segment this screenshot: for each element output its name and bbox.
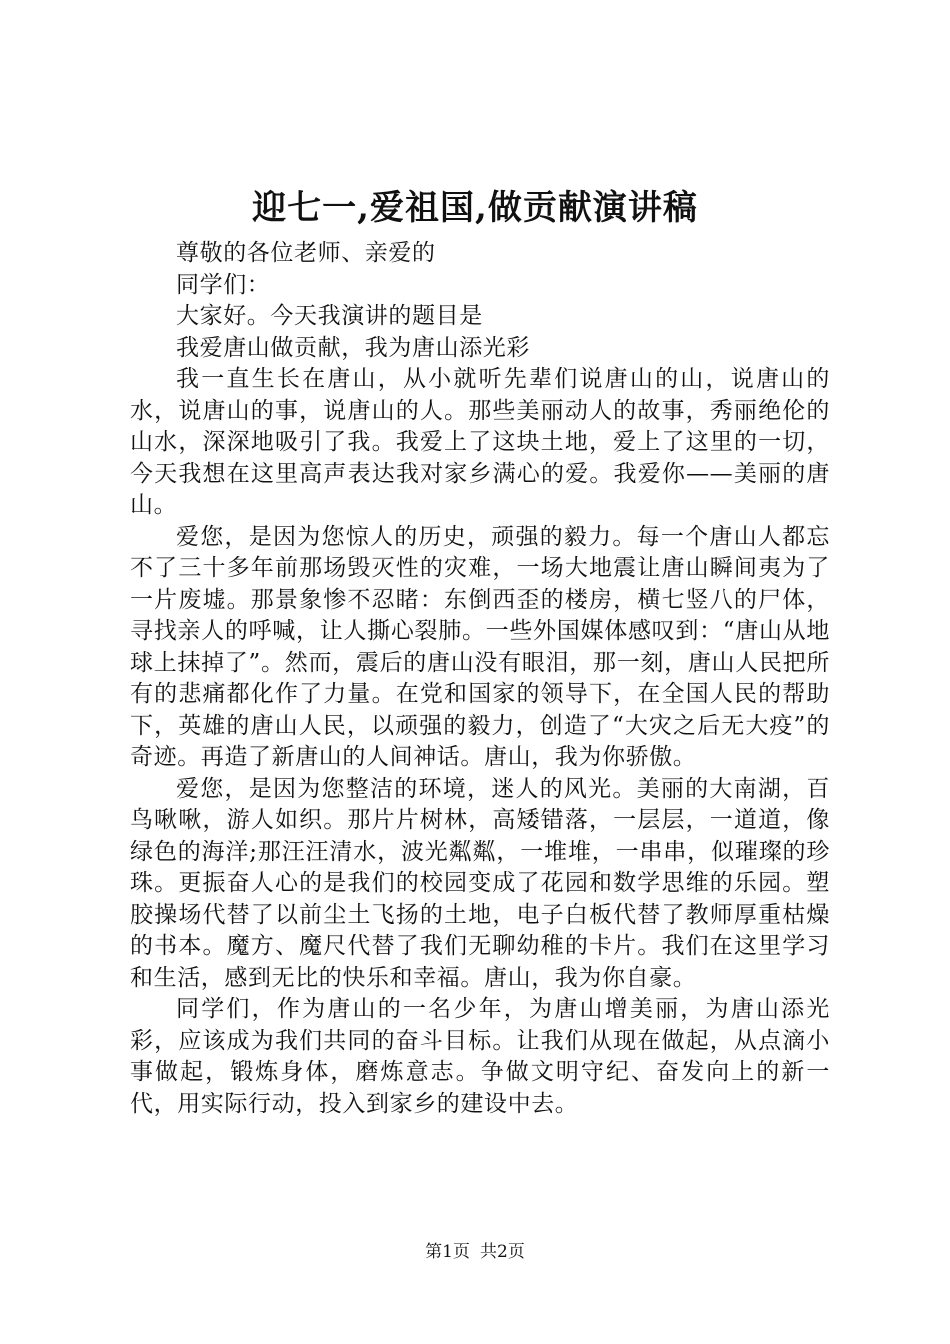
page-total: 共2页 — [480, 1242, 525, 1262]
page-footer — [0, 1240, 950, 1264]
body-paragraph: 爱您，是因为您惊人的历史，顽强的毅力。每一个唐山人都忘不了三十多年前那场毁灭性的灾难，一场大地震让唐山瞬间夷为了一片废墟。那景象惨不忍睹：东倒西歪的楼房，横七竖八的尸体，寻找亲人的呼喊，让人撕心裂肺。一些外国媒体感叹到：“唐山从地球上抹掉了”。然而，震后的唐山没有眼泪，那一刻，唐山人民把所有的悲痛都化作了力量。在党和国家的领导下，在全国人民的帮助下，英雄的唐山人民，以顽强的毅力，创造了“大灾之后无大疫”的奇迹。再造了新唐山的人间神话。唐山，我为你骄傲。 — [130, 523, 830, 770]
document-title: 迎七一,爱祖国,做贡献演讲稿 — [252, 188, 698, 228]
greeting-line: 大家好。今天我演讲的题目是 — [176, 303, 483, 329]
page-number: 第1页 — [425, 1242, 470, 1262]
salutation-line-2: 同学们： — [176, 271, 271, 298]
document-body — [130, 238, 830, 1120]
speech-topic-line: 我爱唐山做贡献，我为唐山添光彩 — [176, 334, 530, 361]
body-paragraph: 同学们，作为唐山的一名少年，为唐山增美丽，为唐山添光彩，应该成为我们共同的奋斗目标。让我们从现在做起，从点滴小事做起，锻炼身体，磨炼意志。争做文明守纪、奋发向上的新一代，用实际行动，投入到家乡的建设中去。 — [130, 996, 830, 1117]
body-paragraph: 我一直生长在唐山，从小就听先辈们说唐山的山，说唐山的水，说唐山的事，说唐山的人。那些美丽动人的故事，秀丽绝伦的山水，深深地吸引了我。我爱上了这块土地，爱上了这里的一切，今天我想在这里高声表达我对家乡满心的爱。我爱你——美丽的唐山。 — [130, 366, 830, 518]
body-paragraph: 爱您，是因为您整洁的环境，迷人的风光。美丽的大南湖，百鸟啾啾，游人如织。那片片树林，高矮错落，一层层，一道道，像绿色的海洋;那汪汪清水，波光粼粼，一堆堆，一串串，似璀璨的珍珠。更振奋人心的是我们的校园变成了花园和数学思维的乐园。塑胶操场代替了以前尘土飞扬的土地，电子白板代替了教师厚重枯燥的书本。魔方、魔尺代替了我们无聊幼稚的卡片。我们在这里学习和生活，感到无比的快乐和幸福。唐山，我为你自豪。 — [130, 775, 830, 991]
salutation-line-1: 尊敬的各位老师、亲爱的 — [176, 240, 436, 266]
